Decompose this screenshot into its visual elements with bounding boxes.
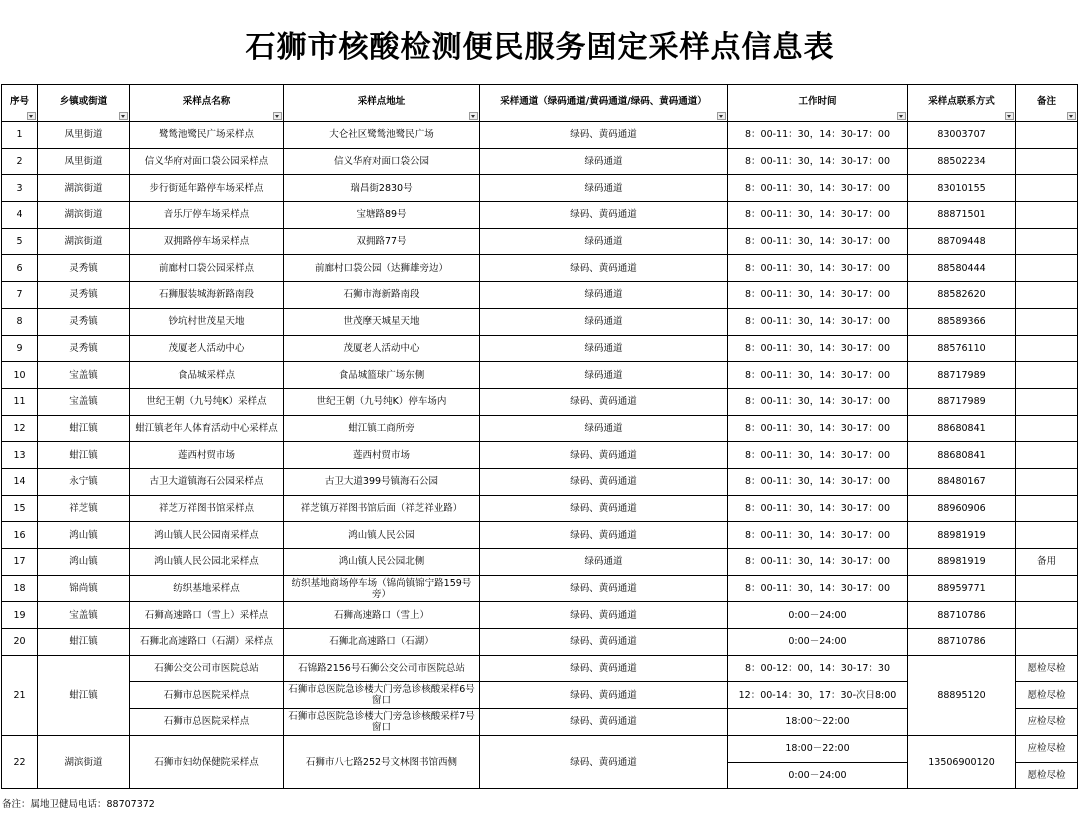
cell-town[interactable]: 永宁镇 <box>38 468 130 495</box>
cell-name[interactable]: 莲西村贸市场 <box>130 442 284 469</box>
cell-town[interactable]: 宝盖镇 <box>38 602 130 629</box>
cell-channel[interactable]: 绿码、黄码通道 <box>480 122 728 149</box>
cell-channel[interactable]: 绿码通道 <box>480 362 728 389</box>
cell-town[interactable]: 灵秀镇 <box>38 255 130 282</box>
cell-channel[interactable]: 绿码通道 <box>480 282 728 309</box>
cell-town[interactable]: 蚶江镇 <box>38 655 130 735</box>
cell-name[interactable]: 世纪王朝（九号纯K）采样点 <box>130 388 284 415</box>
table-row <box>2 282 1078 309</box>
cell-no[interactable]: 14 <box>2 468 38 495</box>
header-row <box>2 85 1078 122</box>
cell-channel[interactable]: 绿码通道 <box>480 335 728 362</box>
cell-channel[interactable]: 绿码、黄码通道 <box>480 495 728 522</box>
table-row <box>2 629 1078 656</box>
cell-remark[interactable] <box>1016 255 1078 282</box>
header-remark[interactable]: 备注 <box>1016 85 1078 122</box>
cell-address[interactable]: 石狮高速路口（雪上） <box>284 602 480 629</box>
cell-address[interactable]: 蚶江镇工商所旁 <box>284 415 480 442</box>
cell-no[interactable]: 2 <box>2 148 38 175</box>
cell-remark[interactable]: 愿检尽检 <box>1016 655 1078 682</box>
cell-address[interactable]: 茂厦老人活动中心 <box>284 335 480 362</box>
table-row <box>2 362 1078 389</box>
table-row <box>2 388 1078 415</box>
cell-no[interactable]: 22 <box>2 735 38 788</box>
cell-channel[interactable]: 绿码通道 <box>480 148 728 175</box>
cell-hours[interactable]: 8：00-11：30，14：30-17：00 <box>728 522 908 549</box>
cell-address[interactable]: 大仑社区鹭鸶池鹭民广场 <box>284 122 480 149</box>
cell-name[interactable]: 古卫大道镇海石公园采样点 <box>130 468 284 495</box>
cell-channel[interactable]: 绿码、黄码通道 <box>480 629 728 656</box>
cell-remark[interactable] <box>1016 468 1078 495</box>
cell-address[interactable]: 世纪王朝（九号纯K）停车场内 <box>284 388 480 415</box>
cell-no[interactable]: 21 <box>2 655 38 735</box>
filter-dropdown-icon[interactable] <box>27 112 36 120</box>
cell-channel[interactable]: 绿码、黄码通道 <box>480 735 728 788</box>
header-contact[interactable]: 采样点联系方式 <box>908 85 1016 122</box>
cell-remark[interactable]: 备用 <box>1016 549 1078 576</box>
cell-contact[interactable]: 88717989 <box>908 388 1016 415</box>
cell-hours[interactable]: 8：00-11：30，14：30-17：00 <box>728 495 908 522</box>
cell-no[interactable]: 20 <box>2 629 38 656</box>
cell-no[interactable]: 15 <box>2 495 38 522</box>
cell-address[interactable]: 石狮市总医院急诊楼大门旁急诊核酸采样7号窗口 <box>284 709 480 736</box>
cell-name[interactable]: 鸿山镇人民公园北采样点 <box>130 549 284 576</box>
cell-channel[interactable]: 绿码、黄码通道 <box>480 442 728 469</box>
sampling-sites-table <box>1 84 1078 789</box>
cell-remark[interactable] <box>1016 388 1078 415</box>
cell-hours[interactable]: 0:00－24:00 <box>728 629 908 656</box>
cell-hours[interactable]: 8：00-11：30，14：30-17：00 <box>728 148 908 175</box>
cell-contact[interactable]: 88582620 <box>908 282 1016 309</box>
cell-hours[interactable]: 8：00-11：30，14：30-17：00 <box>728 575 908 602</box>
cell-town[interactable]: 湖滨街道 <box>38 735 130 788</box>
cell-address[interactable]: 石锦路2156号石狮公交公司市医院总站 <box>284 655 480 682</box>
table-row <box>2 655 1078 682</box>
footer-note: 备注：属地卫健局电话：88707372 <box>2 799 155 810</box>
cell-remark[interactable] <box>1016 602 1078 629</box>
cell-name[interactable]: 双拥路停车场采样点 <box>130 228 284 255</box>
cell-hours[interactable]: 8：00-11：30，14：30-17：00 <box>728 442 908 469</box>
cell-remark[interactable] <box>1016 415 1078 442</box>
cell-no[interactable]: 5 <box>2 228 38 255</box>
cell-town[interactable]: 蚶江镇 <box>38 415 130 442</box>
filter-dropdown-icon[interactable] <box>897 112 906 120</box>
cell-town[interactable]: 灵秀镇 <box>38 335 130 362</box>
table-row <box>2 735 1078 762</box>
cell-remark[interactable]: 应检尽检 <box>1016 709 1078 736</box>
cell-town[interactable]: 鸿山镇 <box>38 549 130 576</box>
cell-remark[interactable] <box>1016 362 1078 389</box>
cell-hours[interactable]: 8：00-11：30，14：30-17：00 <box>728 362 908 389</box>
cell-address[interactable]: 信义华府对面口袋公园 <box>284 148 480 175</box>
cell-address[interactable]: 食品城篮球广场东侧 <box>284 362 480 389</box>
table-row <box>2 122 1078 149</box>
cell-channel[interactable]: 绿码、黄码通道 <box>480 522 728 549</box>
cell-channel[interactable]: 绿码通道 <box>480 175 728 202</box>
cell-address[interactable]: 瑞昌街2830号 <box>284 175 480 202</box>
cell-address[interactable]: 石狮市海新路南段 <box>284 282 480 309</box>
cell-contact[interactable]: 88576110 <box>908 335 1016 362</box>
table-container <box>1 84 1078 789</box>
cell-town[interactable]: 祥芝镇 <box>38 495 130 522</box>
cell-remark[interactable] <box>1016 148 1078 175</box>
cell-town[interactable]: 锦尚镇 <box>38 575 130 602</box>
cell-hours[interactable]: 18:00～22:00 <box>728 709 908 736</box>
cell-hours[interactable]: 0:00－24:00 <box>728 602 908 629</box>
cell-town[interactable]: 蚶江镇 <box>38 629 130 656</box>
cell-hours[interactable]: 8：00-11：30，14：30-17：00 <box>728 202 908 229</box>
cell-channel[interactable]: 绿码、黄码通道 <box>480 655 728 682</box>
header-no[interactable]: 序号 <box>2 85 38 122</box>
cell-no[interactable]: 6 <box>2 255 38 282</box>
cell-contact[interactable]: 88589366 <box>908 308 1016 335</box>
table-row <box>2 442 1078 469</box>
cell-contact[interactable]: 88710786 <box>908 629 1016 656</box>
cell-contact[interactable]: 88960906 <box>908 495 1016 522</box>
cell-hours[interactable]: 8：00-11：30，14：30-17：00 <box>728 308 908 335</box>
table-row <box>2 148 1078 175</box>
header-address[interactable]: 采样点地址 <box>284 85 480 122</box>
cell-no[interactable]: 8 <box>2 308 38 335</box>
cell-remark[interactable]: 应检尽检 <box>1016 735 1078 762</box>
table-row <box>2 468 1078 495</box>
table-row <box>2 549 1078 576</box>
cell-channel[interactable]: 绿码、黄码通道 <box>480 255 728 282</box>
cell-hours[interactable]: 8：00-11：30，14：30-17：00 <box>728 415 908 442</box>
cell-remark[interactable] <box>1016 495 1078 522</box>
cell-address[interactable]: 鸿山镇人民公园北侧 <box>284 549 480 576</box>
cell-name[interactable]: 信义华府对面口袋公园采样点 <box>130 148 284 175</box>
cell-town[interactable]: 凤里街道 <box>38 122 130 149</box>
cell-remark[interactable] <box>1016 202 1078 229</box>
cell-no[interactable]: 17 <box>2 549 38 576</box>
cell-address[interactable]: 前廊村口袋公园（达狮雄旁边） <box>284 255 480 282</box>
cell-channel[interactable]: 绿码通道 <box>480 308 728 335</box>
cell-channel[interactable]: 绿码通道 <box>480 415 728 442</box>
cell-name[interactable]: 石狮公交公司市医院总站 <box>130 655 284 682</box>
cell-channel[interactable]: 绿码通道 <box>480 228 728 255</box>
cell-name[interactable]: 蚶江镇老年人体育活动中心采样点 <box>130 415 284 442</box>
cell-address[interactable]: 古卫大道399号镇海石公园 <box>284 468 480 495</box>
cell-name[interactable]: 步行街延年路停车场采样点 <box>130 175 284 202</box>
page-title: 石狮市核酸检测便民服务固定采样点信息表 <box>245 30 835 65</box>
cell-no[interactable]: 18 <box>2 575 38 602</box>
cell-no[interactable]: 7 <box>2 282 38 309</box>
cell-hours[interactable]: 8：00-11：30，14：30-17：00 <box>728 468 908 495</box>
cell-address[interactable]: 双拥路77号 <box>284 228 480 255</box>
header-hours[interactable]: 工作时间 <box>728 85 908 122</box>
filter-dropdown-icon[interactable] <box>469 112 478 120</box>
cell-address[interactable]: 祥芝镇万祥图书馆后面（祥芝祥业路） <box>284 495 480 522</box>
cell-hours[interactable]: 8：00-12：00，14：30-17：30 <box>728 655 908 682</box>
cell-remark[interactable] <box>1016 629 1078 656</box>
cell-no[interactable]: 13 <box>2 442 38 469</box>
cell-town[interactable]: 宝盖镇 <box>38 362 130 389</box>
cell-contact[interactable]: 88480167 <box>908 468 1016 495</box>
cell-name[interactable]: 鸿山镇人民公园南采样点 <box>130 522 284 549</box>
filter-dropdown-icon[interactable] <box>119 112 128 120</box>
cell-contact[interactable]: 88580444 <box>908 255 1016 282</box>
cell-no[interactable]: 10 <box>2 362 38 389</box>
cell-no[interactable]: 3 <box>2 175 38 202</box>
filter-dropdown-icon[interactable] <box>273 112 282 120</box>
cell-channel[interactable]: 绿码、黄码通道 <box>480 468 728 495</box>
cell-no[interactable]: 1 <box>2 122 38 149</box>
cell-address[interactable]: 纺织基地商场停车场（锦尚镇锦宁路159号旁） <box>284 575 480 602</box>
cell-contact[interactable]: 88680841 <box>908 415 1016 442</box>
cell-address[interactable]: 莲西村贸市场 <box>284 442 480 469</box>
cell-name[interactable]: 前廊村口袋公园采样点 <box>130 255 284 282</box>
cell-no[interactable]: 19 <box>2 602 38 629</box>
cell-channel[interactable]: 绿码、黄码通道 <box>480 575 728 602</box>
cell-name[interactable]: 石狮高速路口（雪上）采样点 <box>130 602 284 629</box>
cell-town[interactable]: 湖滨街道 <box>38 175 130 202</box>
table-row <box>2 522 1078 549</box>
cell-contact[interactable]: 88981919 <box>908 549 1016 576</box>
cell-remark[interactable] <box>1016 175 1078 202</box>
cell-hours[interactable]: 8：00-11：30，14：30-17：00 <box>728 549 908 576</box>
cell-town[interactable]: 灵秀镇 <box>38 308 130 335</box>
cell-name[interactable]: 食品城采样点 <box>130 362 284 389</box>
cell-name[interactable]: 祥芝万祥图书馆采样点 <box>130 495 284 522</box>
cell-name[interactable]: 石狮北高速路口（石湖）采样点 <box>130 629 284 656</box>
cell-no[interactable]: 11 <box>2 388 38 415</box>
table-row <box>2 415 1078 442</box>
cell-contact[interactable]: 83010155 <box>908 175 1016 202</box>
header-town[interactable]: 乡镇或街道 <box>38 85 130 122</box>
cell-town[interactable]: 湖滨街道 <box>38 228 130 255</box>
cell-name[interactable]: 鹭鸶池鹭民广场采样点 <box>130 122 284 149</box>
cell-channel[interactable]: 绿码通道 <box>480 549 728 576</box>
cell-hours[interactable]: 8：00-11：30，14：30-17：00 <box>728 335 908 362</box>
cell-hours[interactable]: 0:00－24:00 <box>728 762 908 789</box>
cell-contact[interactable]: 88717989 <box>908 362 1016 389</box>
cell-town[interactable]: 灵秀镇 <box>38 282 130 309</box>
cell-name[interactable]: 石狮市总医院采样点 <box>130 682 284 709</box>
filter-dropdown-icon[interactable] <box>1067 112 1076 120</box>
table-row <box>2 575 1078 602</box>
cell-name[interactable]: 石狮服装城海新路南段 <box>130 282 284 309</box>
cell-no[interactable]: 16 <box>2 522 38 549</box>
cell-contact[interactable]: 88710786 <box>908 602 1016 629</box>
filter-dropdown-icon[interactable] <box>717 112 726 120</box>
cell-town[interactable]: 湖滨街道 <box>38 202 130 229</box>
cell-address[interactable]: 宝塘路89号 <box>284 202 480 229</box>
header-channel[interactable]: 采样通道（绿码通道/黄码通道/绿码、黄码通道） <box>480 85 728 122</box>
cell-hours[interactable]: 8：00-11：30，14：30-17：00 <box>728 282 908 309</box>
cell-contact[interactable]: 83003707 <box>908 122 1016 149</box>
cell-no[interactable]: 12 <box>2 415 38 442</box>
cell-town[interactable]: 凤里街道 <box>38 148 130 175</box>
cell-hours[interactable]: 8：00-11：30，14：30-17：00 <box>728 228 908 255</box>
table-row <box>2 495 1078 522</box>
header-name[interactable]: 采样点名称 <box>130 85 284 122</box>
cell-channel[interactable]: 绿码、黄码通道 <box>480 202 728 229</box>
cell-contact[interactable]: 88959771 <box>908 575 1016 602</box>
table-row <box>2 335 1078 362</box>
cell-remark[interactable] <box>1016 228 1078 255</box>
cell-remark[interactable] <box>1016 308 1078 335</box>
cell-channel[interactable]: 绿码、黄码通道 <box>480 709 728 736</box>
cell-channel[interactable]: 绿码、黄码通道 <box>480 602 728 629</box>
cell-remark[interactable]: 愿检尽检 <box>1016 682 1078 709</box>
cell-hours[interactable]: 18:00－22:00 <box>728 735 908 762</box>
cell-contact[interactable]: 88709448 <box>908 228 1016 255</box>
cell-remark[interactable] <box>1016 442 1078 469</box>
cell-address[interactable]: 石狮市八七路252号文林图书馆西侧 <box>284 735 480 788</box>
cell-town[interactable]: 鸿山镇 <box>38 522 130 549</box>
cell-hours[interactable]: 8：00-11：30，14：30-17：00 <box>728 388 908 415</box>
cell-contact[interactable]: 88502234 <box>908 148 1016 175</box>
cell-hours[interactable]: 8：00-11：30，14：30-17：00 <box>728 255 908 282</box>
filter-dropdown-icon[interactable] <box>1005 112 1014 120</box>
cell-hours[interactable]: 8：00-11：30，14：30-17：00 <box>728 175 908 202</box>
cell-town[interactable]: 宝盖镇 <box>38 388 130 415</box>
cell-remark[interactable] <box>1016 522 1078 549</box>
table-row <box>2 202 1078 229</box>
cell-name[interactable]: 钞坑村世茂星天地 <box>130 308 284 335</box>
cell-contact[interactable]: 88895120 <box>908 655 1016 735</box>
cell-hours[interactable]: 12：00-14：30，17：30-次日8:00 <box>728 682 908 709</box>
cell-remark[interactable] <box>1016 575 1078 602</box>
cell-name[interactable]: 音乐厅停车场采样点 <box>130 202 284 229</box>
cell-address[interactable]: 石狮北高速路口（石湖） <box>284 629 480 656</box>
cell-name[interactable]: 纺织基地采样点 <box>130 575 284 602</box>
cell-remark[interactable] <box>1016 282 1078 309</box>
table-row <box>2 308 1078 335</box>
cell-contact[interactable]: 88871501 <box>908 202 1016 229</box>
cell-remark[interactable] <box>1016 335 1078 362</box>
cell-no[interactable]: 4 <box>2 202 38 229</box>
cell-remark[interactable]: 愿检尽检 <box>1016 762 1078 789</box>
cell-remark[interactable] <box>1016 122 1078 149</box>
cell-contact[interactable]: 13506900120 <box>908 735 1016 788</box>
table-row <box>2 228 1078 255</box>
table-row <box>2 255 1078 282</box>
cell-channel[interactable]: 绿码、黄码通道 <box>480 388 728 415</box>
cell-contact[interactable]: 88680841 <box>908 442 1016 469</box>
cell-address[interactable]: 世茂摩天城星天地 <box>284 308 480 335</box>
cell-channel[interactable]: 绿码、黄码通道 <box>480 682 728 709</box>
cell-name[interactable]: 石狮市妇幼保健院采样点 <box>130 735 284 788</box>
table-row <box>2 602 1078 629</box>
cell-address[interactable]: 石狮市总医院急诊楼大门旁急诊核酸采样6号窗口 <box>284 682 480 709</box>
cell-contact[interactable]: 88981919 <box>908 522 1016 549</box>
table-row <box>2 175 1078 202</box>
cell-town[interactable]: 蚶江镇 <box>38 442 130 469</box>
cell-hours[interactable]: 8：00-11：30，14：30-17：00 <box>728 122 908 149</box>
cell-no[interactable]: 9 <box>2 335 38 362</box>
cell-address[interactable]: 鸿山镇人民公园 <box>284 522 480 549</box>
cell-name[interactable]: 茂厦老人活动中心 <box>130 335 284 362</box>
cell-name[interactable]: 石狮市总医院采样点 <box>130 709 284 736</box>
